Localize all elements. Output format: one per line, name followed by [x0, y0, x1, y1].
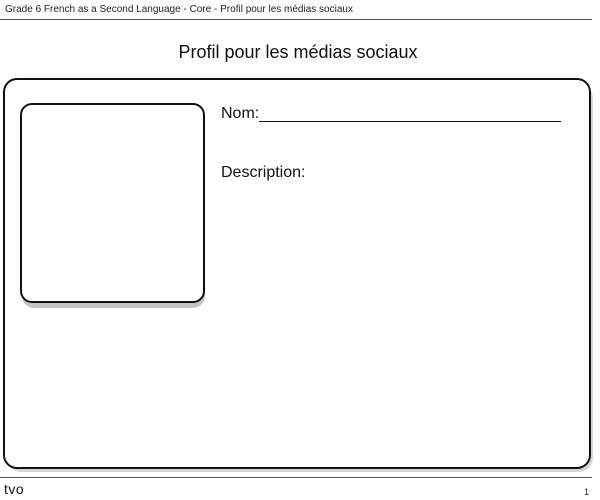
page-number: 1: [584, 487, 590, 497]
tvo-logo: tvo: [4, 481, 25, 497]
page-title: Profil pour les médias sociaux: [178, 42, 418, 62]
document-header: Grade 6 French as a Second Language - Core - Profil pour les médias sociaux: [5, 4, 353, 15]
profile-photo-frame: [20, 103, 205, 303]
name-answer-line: [259, 121, 561, 122]
header-divider: [0, 19, 592, 20]
name-label: Nom:: [221, 105, 260, 122]
description-label: Description:: [221, 164, 306, 181]
footer-divider: [0, 477, 592, 478]
